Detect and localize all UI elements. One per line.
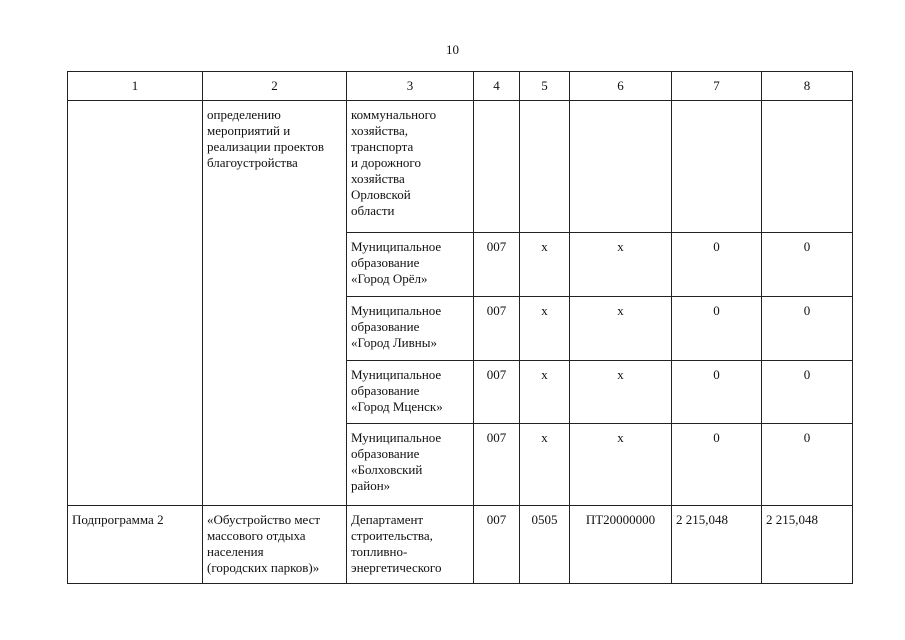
- municipality-text: Муниципальное образование «Город Ливны»: [351, 303, 442, 350]
- empty-cell: [570, 101, 672, 233]
- subprogram-executor-cell: [347, 506, 474, 584]
- page-number: 10: [446, 42, 459, 57]
- empty-cell: [520, 101, 570, 233]
- header-cell-1: 1: [68, 72, 203, 101]
- subprogram-title-cell: [203, 506, 347, 584]
- value-cell-7: 0: [672, 297, 762, 361]
- value-cell-7: 0: [672, 361, 762, 424]
- header-cell-4: 4: [474, 72, 520, 101]
- target-article-cell: x: [570, 297, 672, 361]
- header-cell-2: 2: [203, 72, 347, 101]
- budget-table: [67, 71, 853, 584]
- section-cell: x: [520, 297, 570, 361]
- municipality-cell: [347, 361, 474, 424]
- code-cell: 007: [474, 506, 520, 584]
- col2-description-cell: [203, 101, 347, 506]
- subprogram-executor-text: Департамент строительства, топливно- энергетического: [351, 512, 442, 575]
- municipality-text: Муниципальное образование «Город Мценск»: [351, 367, 443, 414]
- section-cell: x: [520, 361, 570, 424]
- municipality-text: Муниципальное образование «Город Орёл»: [351, 239, 442, 286]
- value-cell-8: 0: [762, 361, 853, 424]
- value-cell-7: 0: [672, 233, 762, 297]
- empty-cell: [672, 101, 762, 233]
- executor-text: коммунального хозяйства, транспорта и дорожного хозяйства Орловской области: [351, 107, 437, 218]
- header-cell-7: 7: [672, 72, 762, 101]
- value-cell-8: 0: [762, 297, 853, 361]
- col3-executor-cell: [347, 101, 474, 233]
- municipality-cell: [347, 233, 474, 297]
- code-cell: 007: [474, 233, 520, 297]
- subprogram-label-cell: Подпрограмма 2: [68, 506, 203, 584]
- empty-cell: [474, 101, 520, 233]
- description-text: определению мероприятий и реализации проектов благоустройства: [207, 107, 324, 170]
- target-article-cell: x: [570, 424, 672, 506]
- value-cell-8: 0: [762, 233, 853, 297]
- header-row: [68, 72, 853, 101]
- header-cell-6: 6: [570, 72, 672, 101]
- code-cell: 007: [474, 297, 520, 361]
- header-cell-3: 3: [347, 72, 474, 101]
- value-cell-8: 0: [762, 424, 853, 506]
- col1-empty-cell: [68, 101, 203, 506]
- municipality-text: Муниципальное образование «Болховский район»: [351, 430, 442, 493]
- target-article-cell: x: [570, 233, 672, 297]
- header-cell-8: 8: [762, 72, 853, 101]
- code-cell: 007: [474, 361, 520, 424]
- code-cell: 007: [474, 424, 520, 506]
- subprogram-title-text: «Обустройство мест массового отдыха населения (городских парков)»: [207, 512, 321, 575]
- empty-cell: [762, 101, 853, 233]
- table-row: [68, 101, 853, 233]
- subprogram-row: [68, 506, 853, 584]
- section-cell: x: [520, 424, 570, 506]
- value-cell-7: 0: [672, 424, 762, 506]
- value-cell-7: 2 215,048: [672, 506, 762, 584]
- section-cell: 0505: [520, 506, 570, 584]
- header-cell-5: 5: [520, 72, 570, 101]
- value-cell-8: 2 215,048: [762, 506, 853, 584]
- municipality-cell: [347, 424, 474, 506]
- target-article-cell: ПТ20000000: [570, 506, 672, 584]
- target-article-cell: x: [570, 361, 672, 424]
- section-cell: x: [520, 233, 570, 297]
- municipality-cell: [347, 297, 474, 361]
